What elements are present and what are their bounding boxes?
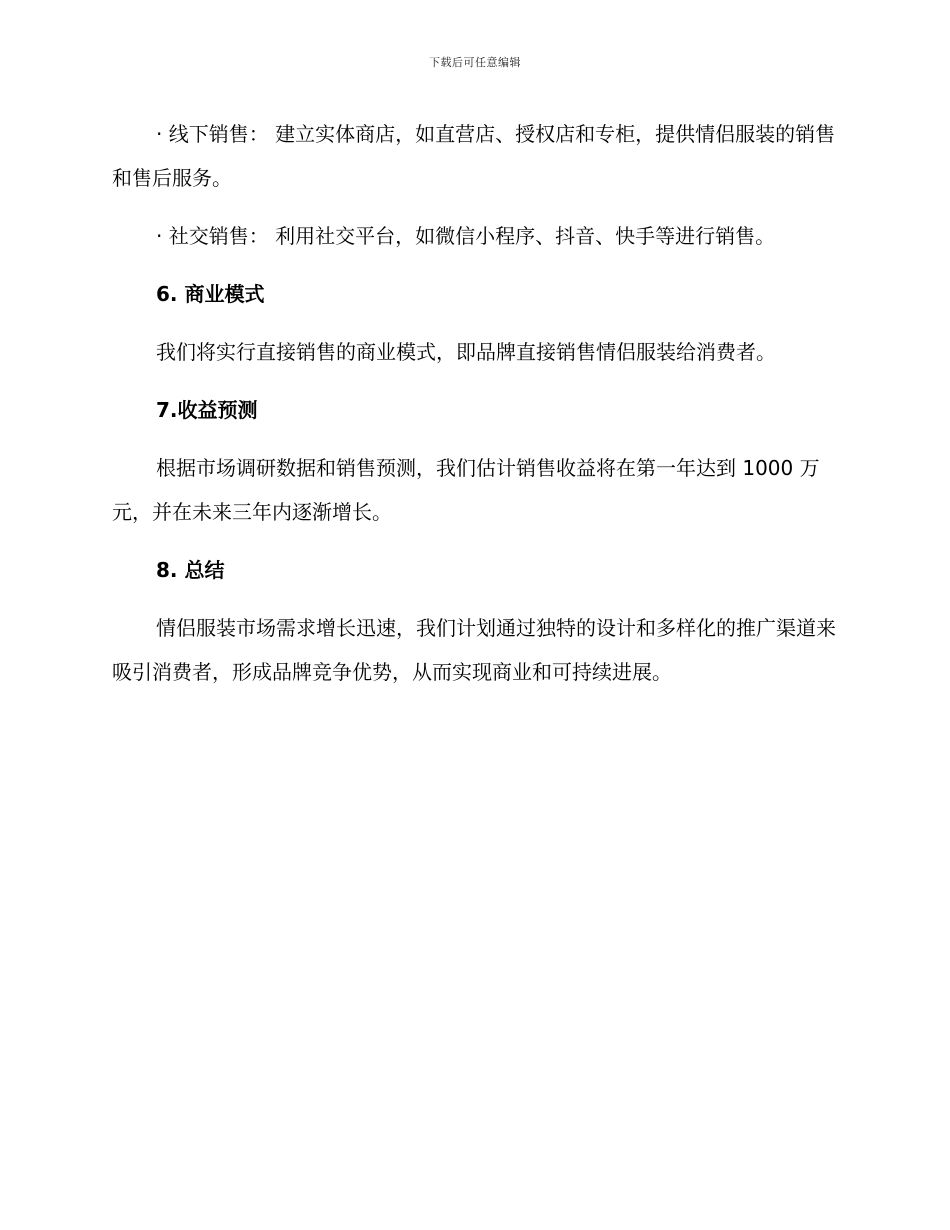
document-body [112, 112, 838, 694]
offline-sales-paragraph: · 线下销售： 建立实体商店，如直营店、授权店和专柜，提供情侣服装的销售和售后服务。 [112, 122, 836, 190]
section-8-heading: 8. 总结 [156, 558, 225, 582]
section-8-paragraph: 情侣服装市场需求增长迅速，我们计划通过独特的设计和多样化的推广渠道来吸引消费者，形成品牌竞争优势，从而实现商业和可持续进展。 [112, 616, 836, 684]
header-note: 下载后可任意编辑 [429, 56, 521, 69]
section-6-paragraph: 我们将实行直接销售的商业模式，即品牌直接销售情侣服装给消费者。 [156, 340, 776, 364]
social-sales-paragraph: · 社交销售： 利用社交平台，如微信小程序、抖音、快手等进行销售。 [156, 224, 776, 248]
section-7-heading: 7.收益预测 [156, 398, 258, 422]
section-7-paragraph: 根据市场调研数据和销售预测，我们估计销售收益将在第一年达到 1000 万元，并在未来三年内逐渐增长。 [112, 456, 820, 524]
section-6-heading: 6. 商业模式 [156, 282, 265, 306]
